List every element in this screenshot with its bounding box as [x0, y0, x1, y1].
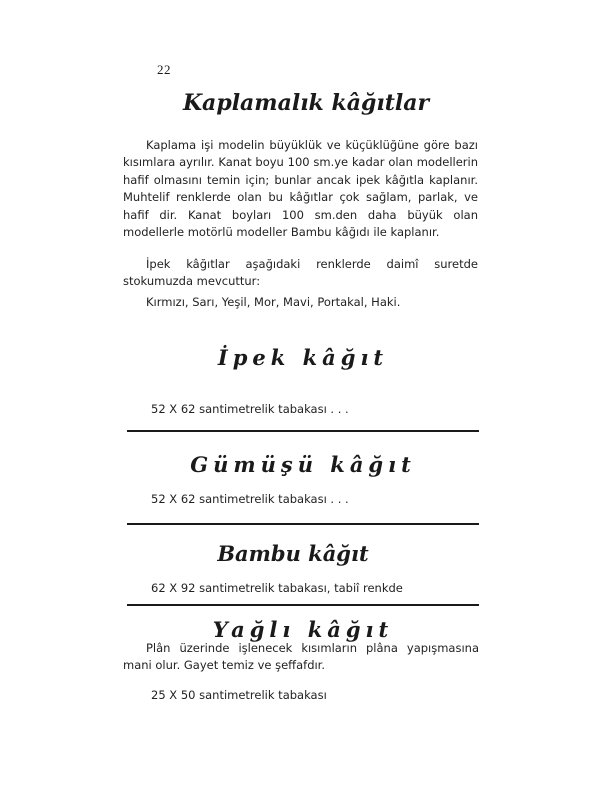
size-line-yagli: 25 X 50 santimetrelik tabakası — [151, 688, 327, 702]
color-list: Kırmızı, Sarı, Yeşil, Mor, Mavi, Portakal, Haki. — [146, 295, 401, 309]
yagli-description-text: Plân üzerinde işlenecek kısımların plâna yapışmasına mani olur. Gayet temiz ve şeffafdır. — [123, 641, 479, 673]
size-line-bambu: 62 X 92 santimetrelik tabakası, tabiî renkde — [151, 581, 403, 595]
size-line-ipek: 52 X 62 santimetrelik tabakası . . . — [151, 402, 349, 416]
page-title: Kaplamalık kâğıtlar — [182, 90, 430, 116]
divider — [127, 430, 479, 432]
stock-colors-intro: İpek kâğıtlar aşağıdaki renklerde daimî suretde stokumuzda mevcuttur: — [123, 257, 478, 289]
yagli-description — [123, 640, 479, 675]
page-number: 22 — [157, 62, 171, 77]
size-line-gumus: 52 X 62 santimetrelik tabakası . . . — [151, 492, 349, 506]
intro-paragraph: Kaplama işi modelin büyüklük ve küçüklüğüne göre bazı kısımlara ayrılır. Kanat boyu 100 sm.ye kadar olan modellerin hafif olmasını temin için; bunlar ancak ipek kâğıtla kaplanır. Muhtelif renklerde olan bu kâğıtlar çok sağlam, parlak, ve hafif dir. Kanat boyları 100 sm.den daha büyük olan modellerle motörlü modeller Bambu kâğıdı ile kaplanır. — [123, 138, 478, 240]
section-title-ipek: İpek kâğıt — [217, 345, 389, 370]
section-title-yagli: Yağlı kâğıt — [212, 617, 394, 642]
divider — [127, 523, 479, 525]
divider — [127, 604, 479, 606]
section-title-bambu: Bambu kâğıt — [217, 541, 369, 566]
section-title-gumus: Gümüşü kâğıt — [190, 452, 416, 477]
